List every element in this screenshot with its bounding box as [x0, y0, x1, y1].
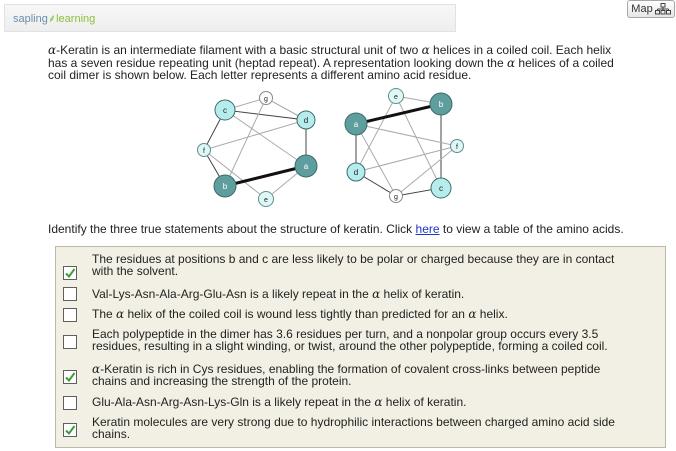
residue-c: [215, 100, 235, 120]
helix-right: [345, 89, 464, 203]
choice-1-text: The residues at positions b and c are less likely to be polar or charged because they are in contact with the solvent.: [92, 252, 615, 278]
residue-d: [297, 111, 315, 129]
answer-choices-panel: [55, 246, 666, 448]
choice-2-checkbox[interactable]: [63, 287, 77, 301]
choice-5-checkbox[interactable]: [63, 370, 77, 384]
coiled-coil-helical-wheel-diagram: [190, 88, 480, 210]
residue-g: [390, 190, 403, 203]
svg-text:a: a: [353, 120, 359, 129]
choice-3-checkbox[interactable]: [63, 308, 77, 322]
residue-f: [451, 140, 464, 153]
logo-text-sapling: sapling: [13, 13, 48, 25]
intro-line-1: α-Keratin is an intermediate filament with a basic structural unit of two α helices in a coiled coil. Each helix: [48, 43, 612, 57]
intro-line-2: has a seven residue repeating unit (heptad repeat). A representation looking down the α helices of a coiled: [48, 55, 614, 70]
choice-6-checkbox[interactable]: [63, 396, 77, 410]
intro-paragraph: [48, 44, 648, 82]
logo-text-learning: learning: [56, 13, 96, 25]
svg-text:b: b: [438, 100, 444, 109]
question-prompt: Identify the three true statements about the structure of keratin. Click here to view a table of the amino acids.: [48, 222, 624, 236]
choice-4-checkbox[interactable]: [63, 335, 77, 349]
residue-b: [214, 175, 236, 197]
svg-text:f: f: [203, 148, 205, 155]
choice-3-text: The α helix of the coiled coil is wound less tightly than predicted for an α helix.: [92, 307, 508, 321]
choice-7-text: Keratin molecules are very strong due to hydrophilic interactions between charged amino acid side chains.: [92, 415, 615, 441]
residue-a: [345, 113, 367, 135]
choice-7-checkbox[interactable]: [63, 423, 77, 437]
svg-text:e: e: [264, 197, 268, 204]
choice-2-text: Val-Lys-Asn-Ala-Arg-Glu-Asn is a likely repeat in the α helix of keratin.: [92, 287, 465, 301]
residue-e: [389, 89, 404, 104]
residue-c: [431, 178, 451, 198]
sapling-learning-logo: [13, 11, 95, 26]
header-bar: [4, 4, 456, 32]
helix-left: [198, 92, 318, 207]
svg-text:d: d: [353, 168, 359, 177]
svg-text:f: f: [456, 144, 458, 151]
residue-d: [347, 163, 365, 181]
checkmark-icon: [64, 371, 76, 383]
map-label: Map: [631, 3, 653, 15]
residue-e: [259, 192, 274, 207]
residue-f: [198, 144, 211, 157]
amino-acid-table-link[interactable]: here: [415, 222, 440, 236]
checkmark-icon: [64, 267, 76, 279]
residue-a: [295, 155, 317, 177]
checkmark-icon: [64, 424, 76, 436]
svg-text:g: g: [394, 194, 398, 201]
leaf-icon: ⸙: [47, 13, 57, 25]
svg-text:c: c: [223, 106, 227, 115]
choice-5-text: α-Keratin is rich in Cys residues, enabling the formation of covalent cross-links between peptide chains and increasing the strength of the protein.: [92, 362, 601, 388]
svg-text:g: g: [264, 96, 268, 103]
choice-1-checkbox[interactable]: [63, 266, 77, 280]
svg-text:c: c: [439, 184, 443, 193]
sitemap-icon: [655, 3, 671, 15]
intro-line-3: coil dimer is shown below. Each letter represents a different amino acid residue.: [48, 68, 472, 82]
svg-text:e: e: [394, 94, 398, 101]
choice-4-text: Each polypeptide in the dimer has 3.6 residues per turn, and a nonpolar group occurs every 3.5 residues, resulting in a slight winding, or twist, around the other polypeptide, forming a coiled coil.: [92, 327, 608, 353]
residue-b: [430, 93, 452, 115]
residue-g: [260, 92, 273, 105]
svg-text:d: d: [303, 116, 309, 125]
svg-text:a: a: [303, 162, 309, 171]
map-button[interactable]: [627, 0, 675, 18]
choice-6-text: Glu-Ala-Asn-Arg-Asn-Lys-Gln is a likely repeat in the α helix of keratin.: [92, 395, 467, 409]
svg-text:b: b: [222, 182, 228, 191]
